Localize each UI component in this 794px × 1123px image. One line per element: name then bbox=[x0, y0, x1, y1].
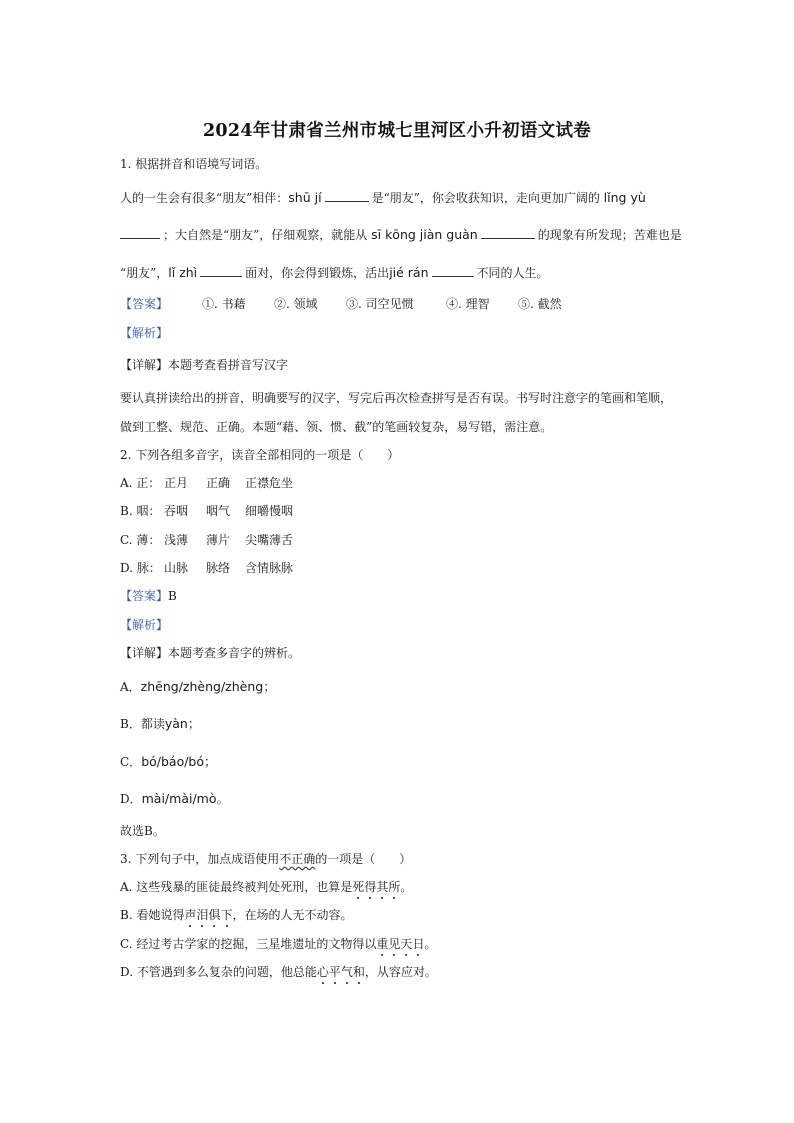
answer-blank bbox=[200, 264, 242, 277]
q1-line1 bbox=[120, 189, 646, 206]
option-word: 正月 bbox=[164, 476, 189, 490]
q1-answer bbox=[120, 296, 562, 312]
answer-item: ③. 司空见惯 bbox=[346, 297, 414, 311]
q1-text: 不同的人生。 bbox=[476, 266, 549, 280]
pinyin: jié rán bbox=[389, 265, 429, 280]
explain-text: 都读 bbox=[140, 717, 165, 731]
answer-item: ④. 理智 bbox=[446, 297, 490, 311]
option-word: 尖嘴薄舌 bbox=[245, 533, 294, 547]
detail-text: 本题考查多音字的辨析。 bbox=[168, 646, 301, 660]
emphasis-dot-char: 俱 bbox=[208, 908, 221, 922]
q2-explain-d bbox=[120, 791, 229, 807]
option-text: C. 经过考古学家的挖掘，三星堆遗址的文物得以 bbox=[120, 937, 377, 951]
emphasis-dot-char: 和 bbox=[352, 965, 365, 979]
answer-tag: 【答案】 bbox=[120, 297, 169, 311]
option-word: 正襟危坐 bbox=[245, 476, 294, 490]
q1-detail bbox=[120, 357, 288, 373]
q3-option-c bbox=[120, 936, 436, 952]
option-text: 。 bbox=[424, 937, 437, 951]
q3-text: 3. 下列句子中，加点成语使用 bbox=[120, 852, 280, 866]
q2-option-a bbox=[120, 475, 293, 491]
emphasis-dot-char: 平 bbox=[328, 965, 341, 979]
q2-detail bbox=[120, 645, 300, 661]
emphasis-dot-char: 心 bbox=[316, 965, 329, 979]
detail-tag: 【详解】 bbox=[120, 358, 169, 372]
q1-explanation-1: 要认真拼读给出的拼音，明确要写的汉字，写完后再次检查拼写是否有误。书写时注意字的笔画和笔顺， bbox=[120, 391, 673, 405]
pinyin: zhēng/zhèng/zhèng； bbox=[140, 679, 276, 694]
detail-text: 本题考查看拼音写汉字 bbox=[168, 358, 289, 372]
emphasis-dot-char: 泪 bbox=[196, 908, 209, 922]
analysis-tag: 【解析】 bbox=[120, 326, 169, 340]
emphasis-dot-char: 所 bbox=[388, 880, 401, 894]
q1-line2 bbox=[120, 226, 682, 243]
explain-label: B． bbox=[120, 717, 141, 731]
q1-stem: 1. 根据拼音和语境写词语。 bbox=[120, 157, 268, 171]
explain-label: A． bbox=[120, 680, 141, 694]
option-word: 浅薄 bbox=[164, 533, 189, 547]
q2-answer bbox=[120, 588, 177, 604]
q1-text: “朋友”， bbox=[120, 266, 169, 280]
pinyin: shū jí bbox=[288, 190, 322, 205]
pinyin: yàn； bbox=[164, 716, 201, 731]
option-word: 正确 bbox=[206, 476, 231, 490]
answer-blank bbox=[325, 189, 369, 202]
answer-blank bbox=[481, 226, 535, 239]
q2-option-c bbox=[120, 532, 293, 548]
answer-item: ⑤. 截然 bbox=[518, 297, 562, 311]
q3-option-d bbox=[120, 964, 437, 980]
option-text: ，从容应对。 bbox=[364, 965, 437, 979]
explain-label: C． bbox=[120, 755, 142, 769]
emphasis-dot-char: 得 bbox=[364, 880, 377, 894]
option-label: B. 咽： bbox=[120, 504, 161, 518]
q1-explanation-2: 做到工整、规范、正确。本题“藉、领、惯、截”的笔画较复杂，易写错，需注意。 bbox=[120, 420, 553, 434]
dotted-idiom bbox=[317, 965, 365, 979]
option-label: C. 薄： bbox=[120, 533, 161, 547]
q1-text: 人的一生会有很多“朋友”相伴： bbox=[120, 191, 289, 205]
pinyin: sī kōng jiàn guàn bbox=[371, 227, 478, 242]
dotted-idiom bbox=[376, 937, 424, 951]
dotted-idiom bbox=[352, 880, 400, 894]
pinyin: lǐng yù bbox=[603, 190, 646, 205]
option-word: 薄片 bbox=[206, 533, 231, 547]
pinyin: bó/báo/bó； bbox=[141, 754, 217, 769]
emphasis-dot-char: 日 bbox=[412, 937, 425, 951]
answer-tag: 【答案】 bbox=[120, 589, 169, 603]
emphasis-dot-char: 气 bbox=[340, 965, 353, 979]
dotted-idiom bbox=[184, 908, 232, 922]
option-label: A. 正： bbox=[120, 476, 161, 490]
option-text: ，在场的人无不动容。 bbox=[232, 908, 353, 922]
option-text: A. 这些残暴的匪徒最终被判处死刑，也算是 bbox=[120, 880, 353, 894]
analysis-tag: 【解析】 bbox=[120, 618, 169, 632]
option-word: 山脉 bbox=[164, 561, 189, 575]
emphasis-dot-char: 重 bbox=[376, 937, 389, 951]
q1-text: 是“朋友”，你会收获知识，走向更加广阔的 bbox=[371, 191, 600, 205]
option-label: D. 脉： bbox=[120, 561, 161, 575]
q1-text: 的现象有所发现；苦难也是 bbox=[537, 228, 682, 242]
answer-blank bbox=[120, 226, 160, 239]
q2-option-b bbox=[120, 503, 293, 519]
q3-stem bbox=[120, 851, 411, 867]
pinyin: mài/mài/mò。 bbox=[141, 791, 229, 806]
q2-explain-a bbox=[120, 679, 276, 695]
q2-explain-b bbox=[120, 716, 200, 732]
q2-conclusion: 故选B。 bbox=[120, 824, 165, 838]
option-word: 吞咽 bbox=[164, 504, 189, 518]
q1-text: 面对，你会得到锻炼，活出 bbox=[245, 266, 390, 280]
option-word: 咽气 bbox=[206, 504, 231, 518]
q2-stem: 2. 下列各组多音字，读音全部相同的一项是（ ） bbox=[120, 448, 400, 462]
exam-title: 2024年甘肃省兰州市城七里河区小升初语文试卷 bbox=[202, 121, 592, 141]
emphasis-dot-char: 其 bbox=[376, 880, 389, 894]
q3-option-b bbox=[120, 907, 353, 923]
q3-text: 的一项是（ ） bbox=[315, 852, 412, 866]
option-word: 含情脉脉 bbox=[245, 561, 294, 575]
emphasis-dot-char: 见 bbox=[388, 937, 401, 951]
option-text: B. 看她说得 bbox=[120, 908, 185, 922]
emphasis-dot-char: 下 bbox=[220, 908, 233, 922]
answer-value: B bbox=[168, 589, 177, 603]
option-text: D. 不管遇到多么复杂的问题，他总能 bbox=[120, 965, 317, 979]
answer-blank bbox=[432, 264, 474, 277]
option-word: 细嚼慢咽 bbox=[245, 504, 294, 518]
emphasis-dot-char: 死 bbox=[352, 880, 365, 894]
option-word: 脉络 bbox=[206, 561, 231, 575]
answer-item: ②. 领域 bbox=[274, 297, 318, 311]
emphasis-text: 不正确 bbox=[279, 852, 316, 866]
q2-option-d bbox=[120, 560, 293, 576]
q1-text: ；大自然是“朋友”，仔细观察，就能从 bbox=[163, 228, 368, 242]
q2-explain-c bbox=[120, 754, 217, 770]
q1-line3 bbox=[120, 264, 549, 281]
explain-label: D． bbox=[120, 792, 142, 806]
emphasis-dot-char: 声 bbox=[184, 908, 197, 922]
answer-item: ①. 书藉 bbox=[202, 297, 246, 311]
q3-option-a bbox=[120, 879, 412, 895]
emphasis-dot-char: 天 bbox=[400, 937, 413, 951]
option-text: 。 bbox=[400, 880, 413, 894]
pinyin: lǐ zhì bbox=[168, 265, 198, 280]
detail-tag: 【详解】 bbox=[120, 646, 169, 660]
